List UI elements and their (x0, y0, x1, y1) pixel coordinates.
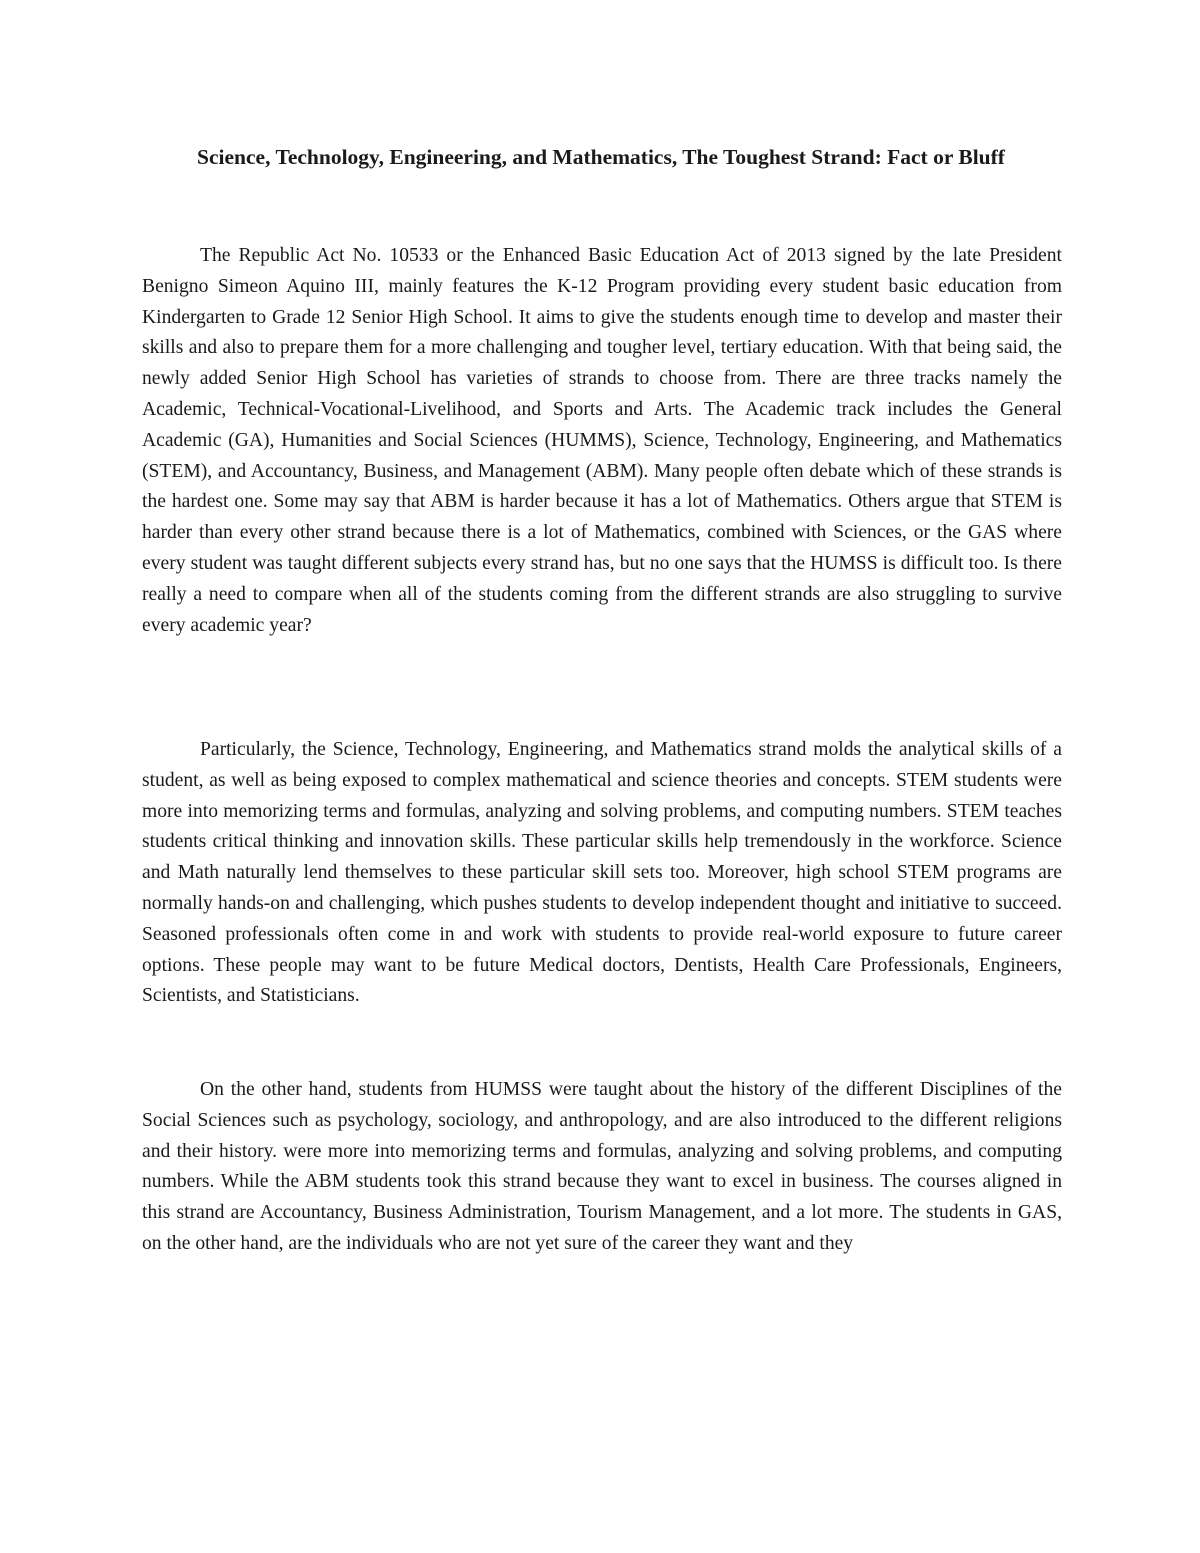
paragraph-3: On the other hand, students from HUMSS were taught about the history of the different Disciplines of the Social Sciences such as psychology, sociology, and anthropology, and are also introduced to the different religions and their history. were more into memorizing terms and formulas, analyzing and solving problems, and computing numbers. While the ABM students took this strand because they want to excel in business. The courses aligned in this strand are Accountancy, Business Administration, Tourism Management, and a lot more. The students in GAS, on the other hand, are the individuals who are not yet sure of the career they want and they (142, 1079, 1062, 1254)
paragraph-1-block (142, 241, 1062, 641)
document-title: Science, Technology, Engineering, and Mathematics, The Toughest Strand: Fact or Bluff (197, 145, 1005, 169)
paragraph-1: The Republic Act No. 10533 or the Enhanced Basic Education Act of 2013 signed by the late President Benigno Simeon Aquino III, mainly features the K-12 Program providing every student basic education from Kindergarten to Grade 12 Senior High School. It aims to give the students enough time to develop and master their skills and also to prepare them for a more challenging and tougher level, tertiary education. With that being said, the newly added Senior High School has varieties of strands to choose from. There are three tracks namely the Academic, Technical-Vocational-Livelihood, and Sports and Arts. The Academic track includes the General Academic (GA), Humanities and Social Sciences (HUMMS), Science, Technology, Engineering, and Mathematics (STEM), and Accountancy, Business, and Management (ABM). Many people often debate which of these strands is the hardest one. Some may say that ABM is harder because it has a lot of Mathematics. Others argue that STEM is harder than every other strand because there is a lot of Mathematics, combined with Sciences, or the GAS where every student was taught different subjects every strand has, but no one says that the HUMSS is difficult too. Is there really a need to compare when all of the students coming from the different strands are also struggling to survive every academic year? (142, 245, 1062, 636)
paragraph-2-block (142, 735, 1062, 1012)
paragraph-2: Particularly, the Science, Technology, Engineering, and Mathematics strand molds the analytical skills of a student, as well as being exposed to complex mathematical and science theories and concepts. STEM students were more into memorizing terms and formulas, analyzing and solving problems, and computing numbers. STEM teaches students critical thinking and innovation skills. These particular skills help tremendously in the workforce. Science and Math naturally lend themselves to these particular skill sets too. Moreover, high school STEM programs are normally hands-on and challenging, which pushes students to develop independent thought and initiative to succeed. Seasoned professionals often come in and work with students to provide real-world exposure to future career options. These people may want to be future Medical doctors, Dentists, Health Care Professionals, Engineers, Scientists, and Statisticians. (142, 739, 1062, 1007)
paragraph-3-block (142, 1075, 1062, 1260)
